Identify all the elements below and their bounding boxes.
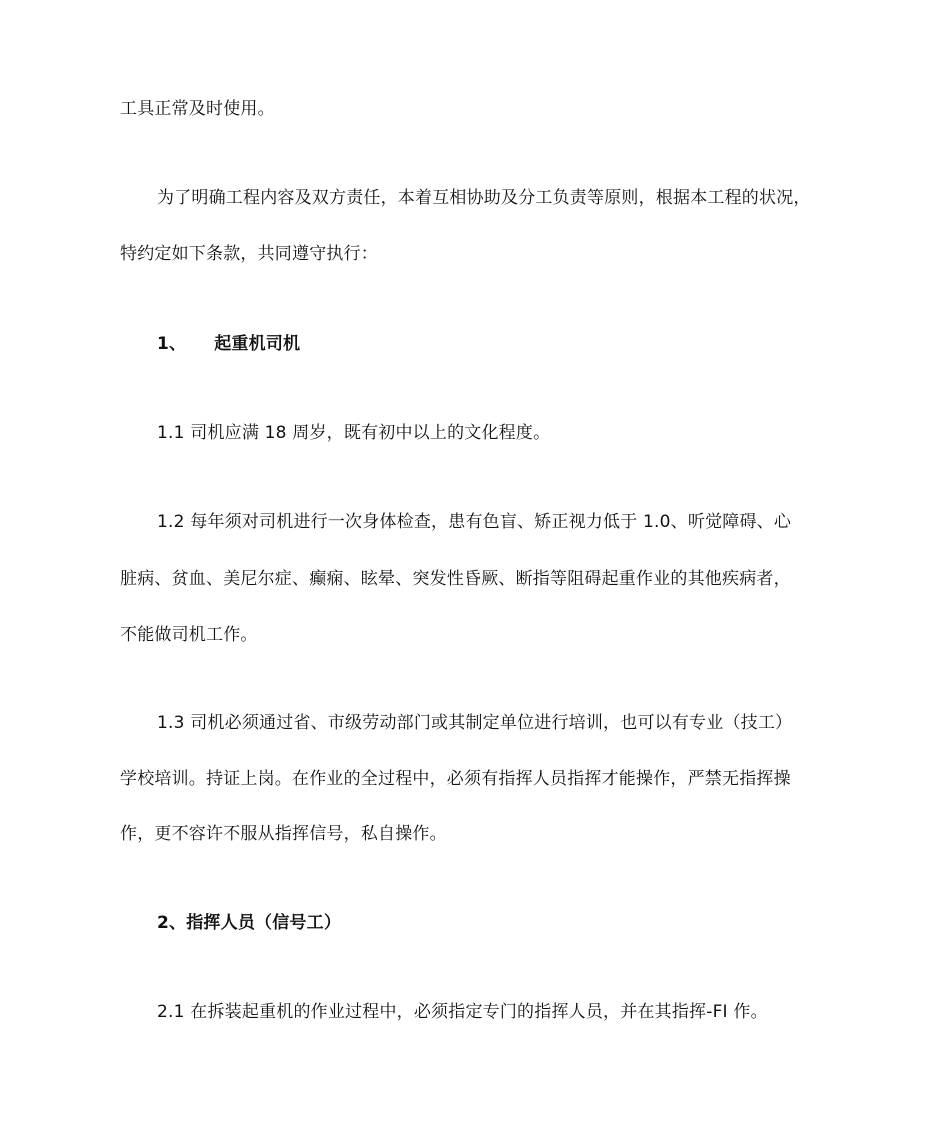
section-heading-1 (157, 332, 877, 356)
section-title: 起重机司机 (214, 334, 301, 354)
section-number: 1、 (157, 334, 187, 354)
text-line: 工具正常及时使用。 (120, 99, 275, 119)
clause-1-2-line: 脏病、贫血、美尼尔症、癫痫、眩晕、突发性昏厥、断指等阻碍起重作业的其他疾病者， (120, 569, 791, 589)
clause-1-3-line: 学校培训。持证上岗。在作业的全过程中，必须有指挥人员指挥才能操作，严禁无指挥操 (120, 769, 791, 789)
clause-1-2-line: 不能做司机工作。 (120, 625, 258, 645)
paragraph-intro-line: 特约定如下条款，共同遵守执行： (120, 244, 378, 264)
clause-1-1: 1.1 司机应满 18 周岁，既有初中以上的文化程度。 (157, 423, 551, 443)
clause-1-2-line: 1.2 每年须对司机进行一次身体检查，患有色盲、矫正视力低于 1.0、听觉障碍、心 (157, 512, 792, 532)
clause-1-3-line: 1.3 司机必须通过省、市级劳动部门或其制定单位进行培训，也可以有专业（技工） (157, 713, 793, 733)
section-heading-2: 2、指挥人员（信号工） (157, 913, 342, 933)
paragraph-intro-line: 为了明确工程内容及双方责任，本着互相协助及分工负责等原则，根据本工程的状况， (157, 188, 811, 208)
clause-2-1: 2.1 在拆装起重机的作业过程中，必须指定专门的指挥人员，并在其指挥-FI 作。 (157, 1002, 768, 1022)
clause-1-3-line: 作，更不容许不服从指挥信号，私自操作。 (120, 824, 447, 844)
